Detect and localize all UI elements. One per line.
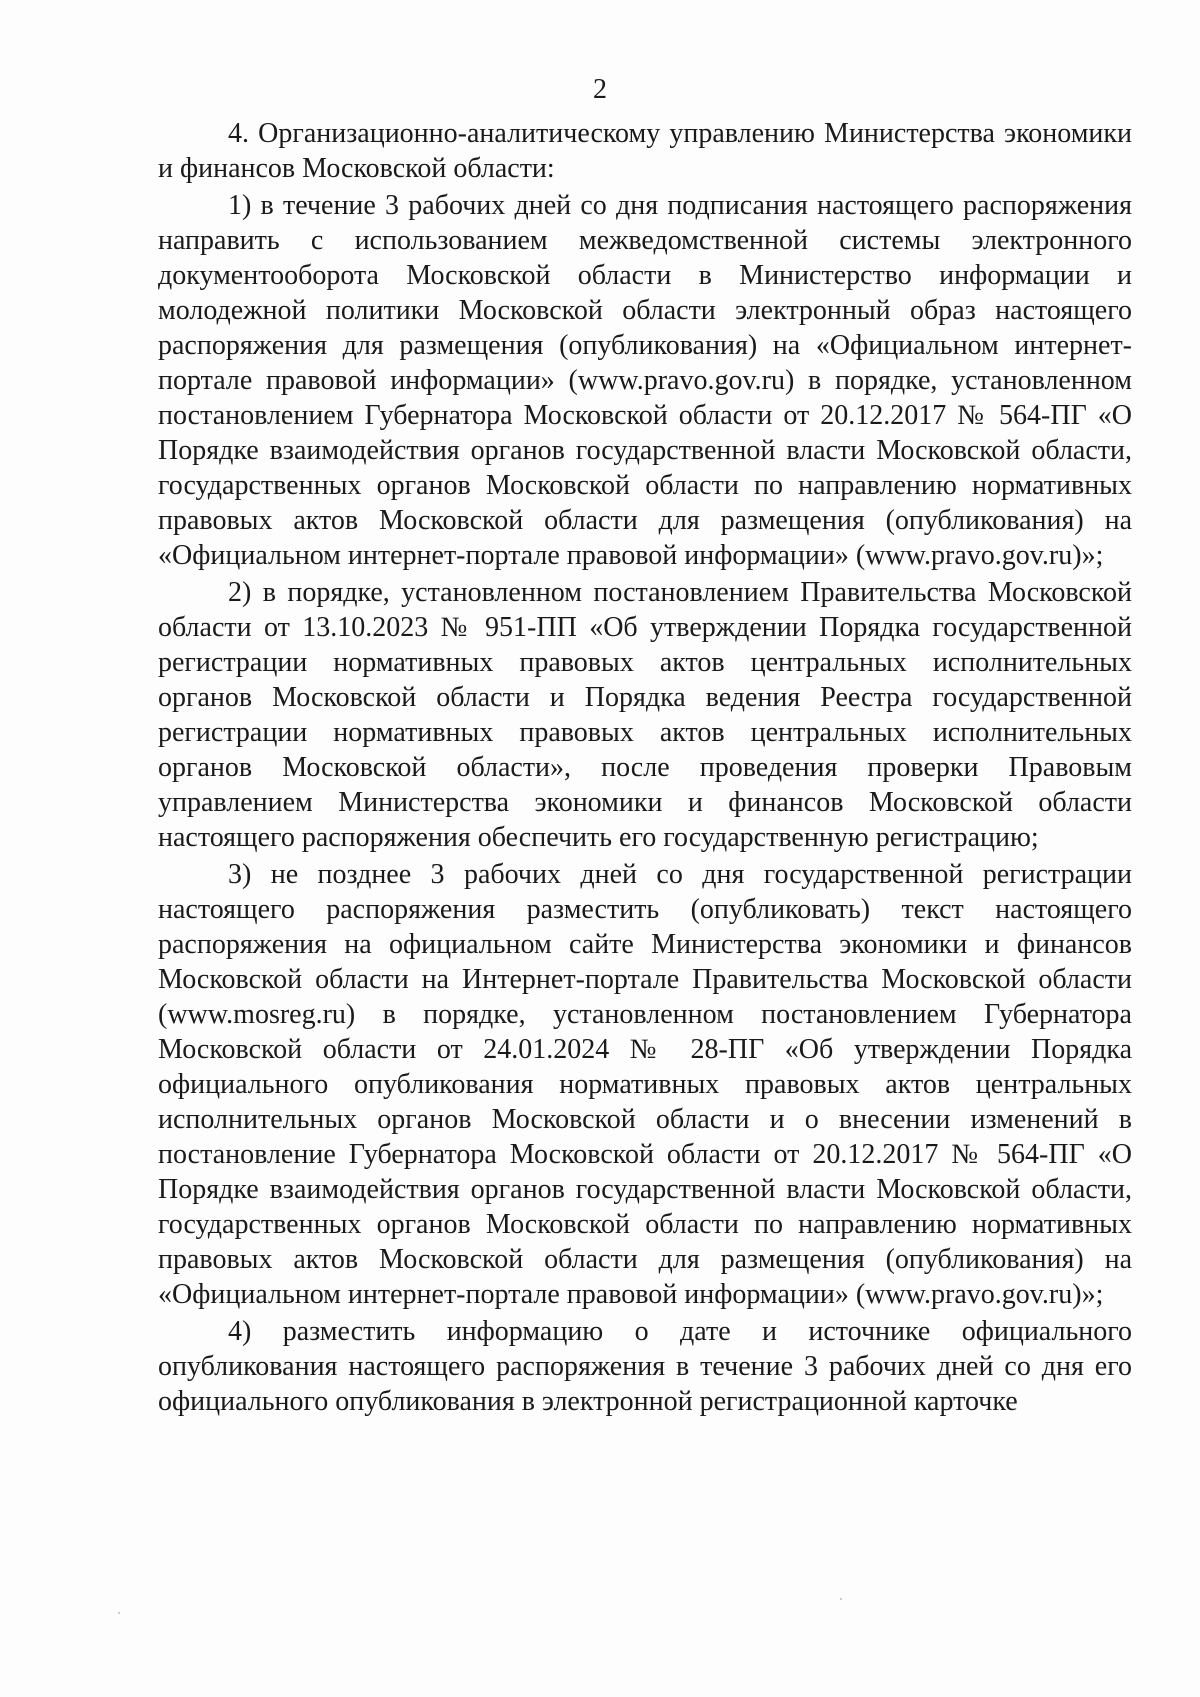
- paragraph-subitem-1: 1) в течение 3 рабочих дней со дня подписания настоящего распоряжения направить с использованием межведомственной системы электронного документооборота Московской области в Министерство информации и молодежной политики Московской области электронный образ настоящего распоряжения для размещения (опубликования) на «Официальном интернет-портале правовой информации» (www.pravo.gov.ru) в порядке, установленном постановлением Губернатора Московской области от 20.12.2017 № 564-ПГ «О Порядке взаимодействия органов государственной власти Московской области, государственных органов Московской области по направлению нормативных правовых актов Московской области для размещения (опубликования) на «Официальном интернет-портале правовой информации» (www.pravo.gov.ru)»;: [158, 190, 1132, 571]
- document-body: [158, 116, 1132, 1421]
- scan-speck: [840, 1598, 842, 1600]
- paragraph-subitem-3: 3) не позднее 3 рабочих дней со дня государственной регистрации настоящего распоряжения разместить (опубликовать) текст настоящего распоряжения на официальном сайте Министерства экономики и финансов Московской области на Интернет-портале Правительства Московской области (www.mosreg.ru) в порядке, установленном постановлением Губернатора Московской области от 24.01.2024 № 28-ПГ «Об утверждении Порядка официального опубликования нормативных правовых актов центральных исполнительных органов Московской области и о внесении изменений в постановление Губернатора Московской области от 20.12.2017 № 564-ПГ «О Порядке взаимодействия органов государственной власти Московской области, государственных органов Московской области по направлению нормативных правовых актов Московской области для размещения (опубликования) на «Официальном интернет-портале правовой информации» (www.pravo.gov.ru)»;: [158, 859, 1132, 1310]
- scan-speck: [118, 1612, 120, 1614]
- paragraph-item-4: 4. Организационно-аналитическому управлению Министерства экономики и финансов Московской области:: [158, 118, 1132, 184]
- paragraph-subitem-2: 2) в порядке, установленном постановлением Правительства Московской области от 13.10.2023 № 951-ПП «Об утверждении Порядка государственной регистрации нормативных правовых актов центральных исполнительных органов Московской области и Порядка ведения Реестра государственной регистрации нормативных правовых актов центральных исполнительных органов Московской области», после проведения проверки Правовым управлением Министерства экономики и финансов Московской области настоящего распоряжения обеспечить его государственную регистрацию;: [158, 577, 1132, 853]
- paragraph-subitem-4: 4) разместить информацию о дате и источнике официального опубликования настоящего распоряжения в течение 3 рабочих дней со дня его официального опубликования в электронной регистрационной карточке: [158, 1316, 1132, 1417]
- page-number: 2: [593, 74, 607, 105]
